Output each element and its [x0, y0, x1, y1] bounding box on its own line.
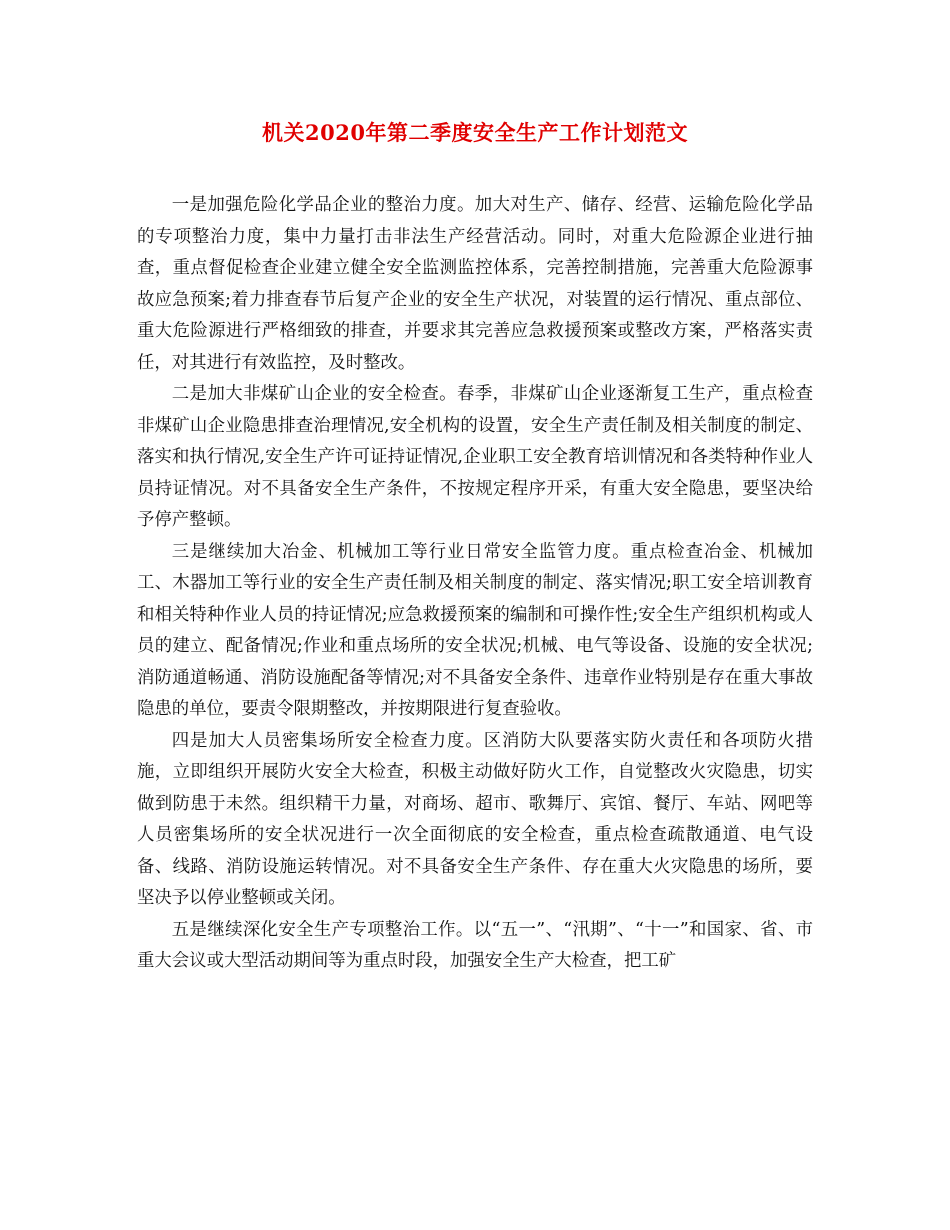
paragraph-5: 五是继续深化安全生产专项整治工作。以“五一”、“汛期”、“十一”和国家、省、市重大会议或大型活动期间等为重点时段，加强安全生产大检查，把工矿 — [137, 919, 813, 971]
paragraph-3: 三是继续加大冶金、机械加工等行业日常安全监管力度。重点检查冶金、机械加工、木器加工等行业的安全生产责任制及相关制度的制定、落实情况;职工安全培训教育和相关特种作业人员的持证情况;应急救援预案的编制和可操作性;安全生产组织机构或人员的建立、配备情况;作业和重点场所的安全状况;机械、电气等设备、设施的安全状况;消防通道畅通、消防设施配备等情况;对不具备安全条件、违章作业特别是存在重大事故隐患的单位，要责令限期整改，并按期限进行复查验收。 — [137, 541, 813, 719]
paragraph-4: 四是加大人员密集场所安全检查力度。区消防大队要落实防火责任和各项防火措施，立即组织开展防火安全大检查，积极主动做好防火工作，自觉整改火灾隐患，切实做到防患于未然。组织精干力量，对商场、超市、歌舞厅、宾馆、餐厅、车站、网吧等人员密集场所的安全状况进行一次全面彻底的安全检查，重点检查疏散通道、电气设备、线路、消防设施运转情况。对不具备安全生产条件、存在重大火灾隐患的场所，要坚决予以停业整顿或关闭。 — [137, 730, 813, 908]
document-body — [137, 190, 813, 978]
paragraph-2: 二是加大非煤矿山企业的安全检查。春季，非煤矿山企业逐渐复工生产，重点检查非煤矿山企业隐患排查治理情况,安全机构的设置，安全生产责任制及相关制度的制定、落实和执行情况,安全生产许可证持证情况,企业职工安全教育培训情况和各类特种作业人员持证情况。对不具备安全生产条件，不按规定程序开采，有重大安全隐患，要坚决给予停产整顿。 — [137, 384, 813, 530]
paragraph-1: 一是加强危险化学品企业的整治力度。加大对生产、储存、经营、运输危险化学品的专项整治力度，集中力量打击非法生产经营活动。同时，对重大危险源企业进行抽查，重点督促检查企业建立健全安全监测监控体系，完善控制措施，完善重大危险源事故应急预案;着力排查春节后复产企业的安全生产状况，对装置的运行情况、重点部位、重大危险源进行严格细致的排查，并要求其完善应急救援预案或整改方案，严格落实责任，对其进行有效监控，及时整改。 — [137, 195, 813, 373]
document-title: 机关2020年第二季度安全生产工作计划范文 — [262, 120, 688, 145]
